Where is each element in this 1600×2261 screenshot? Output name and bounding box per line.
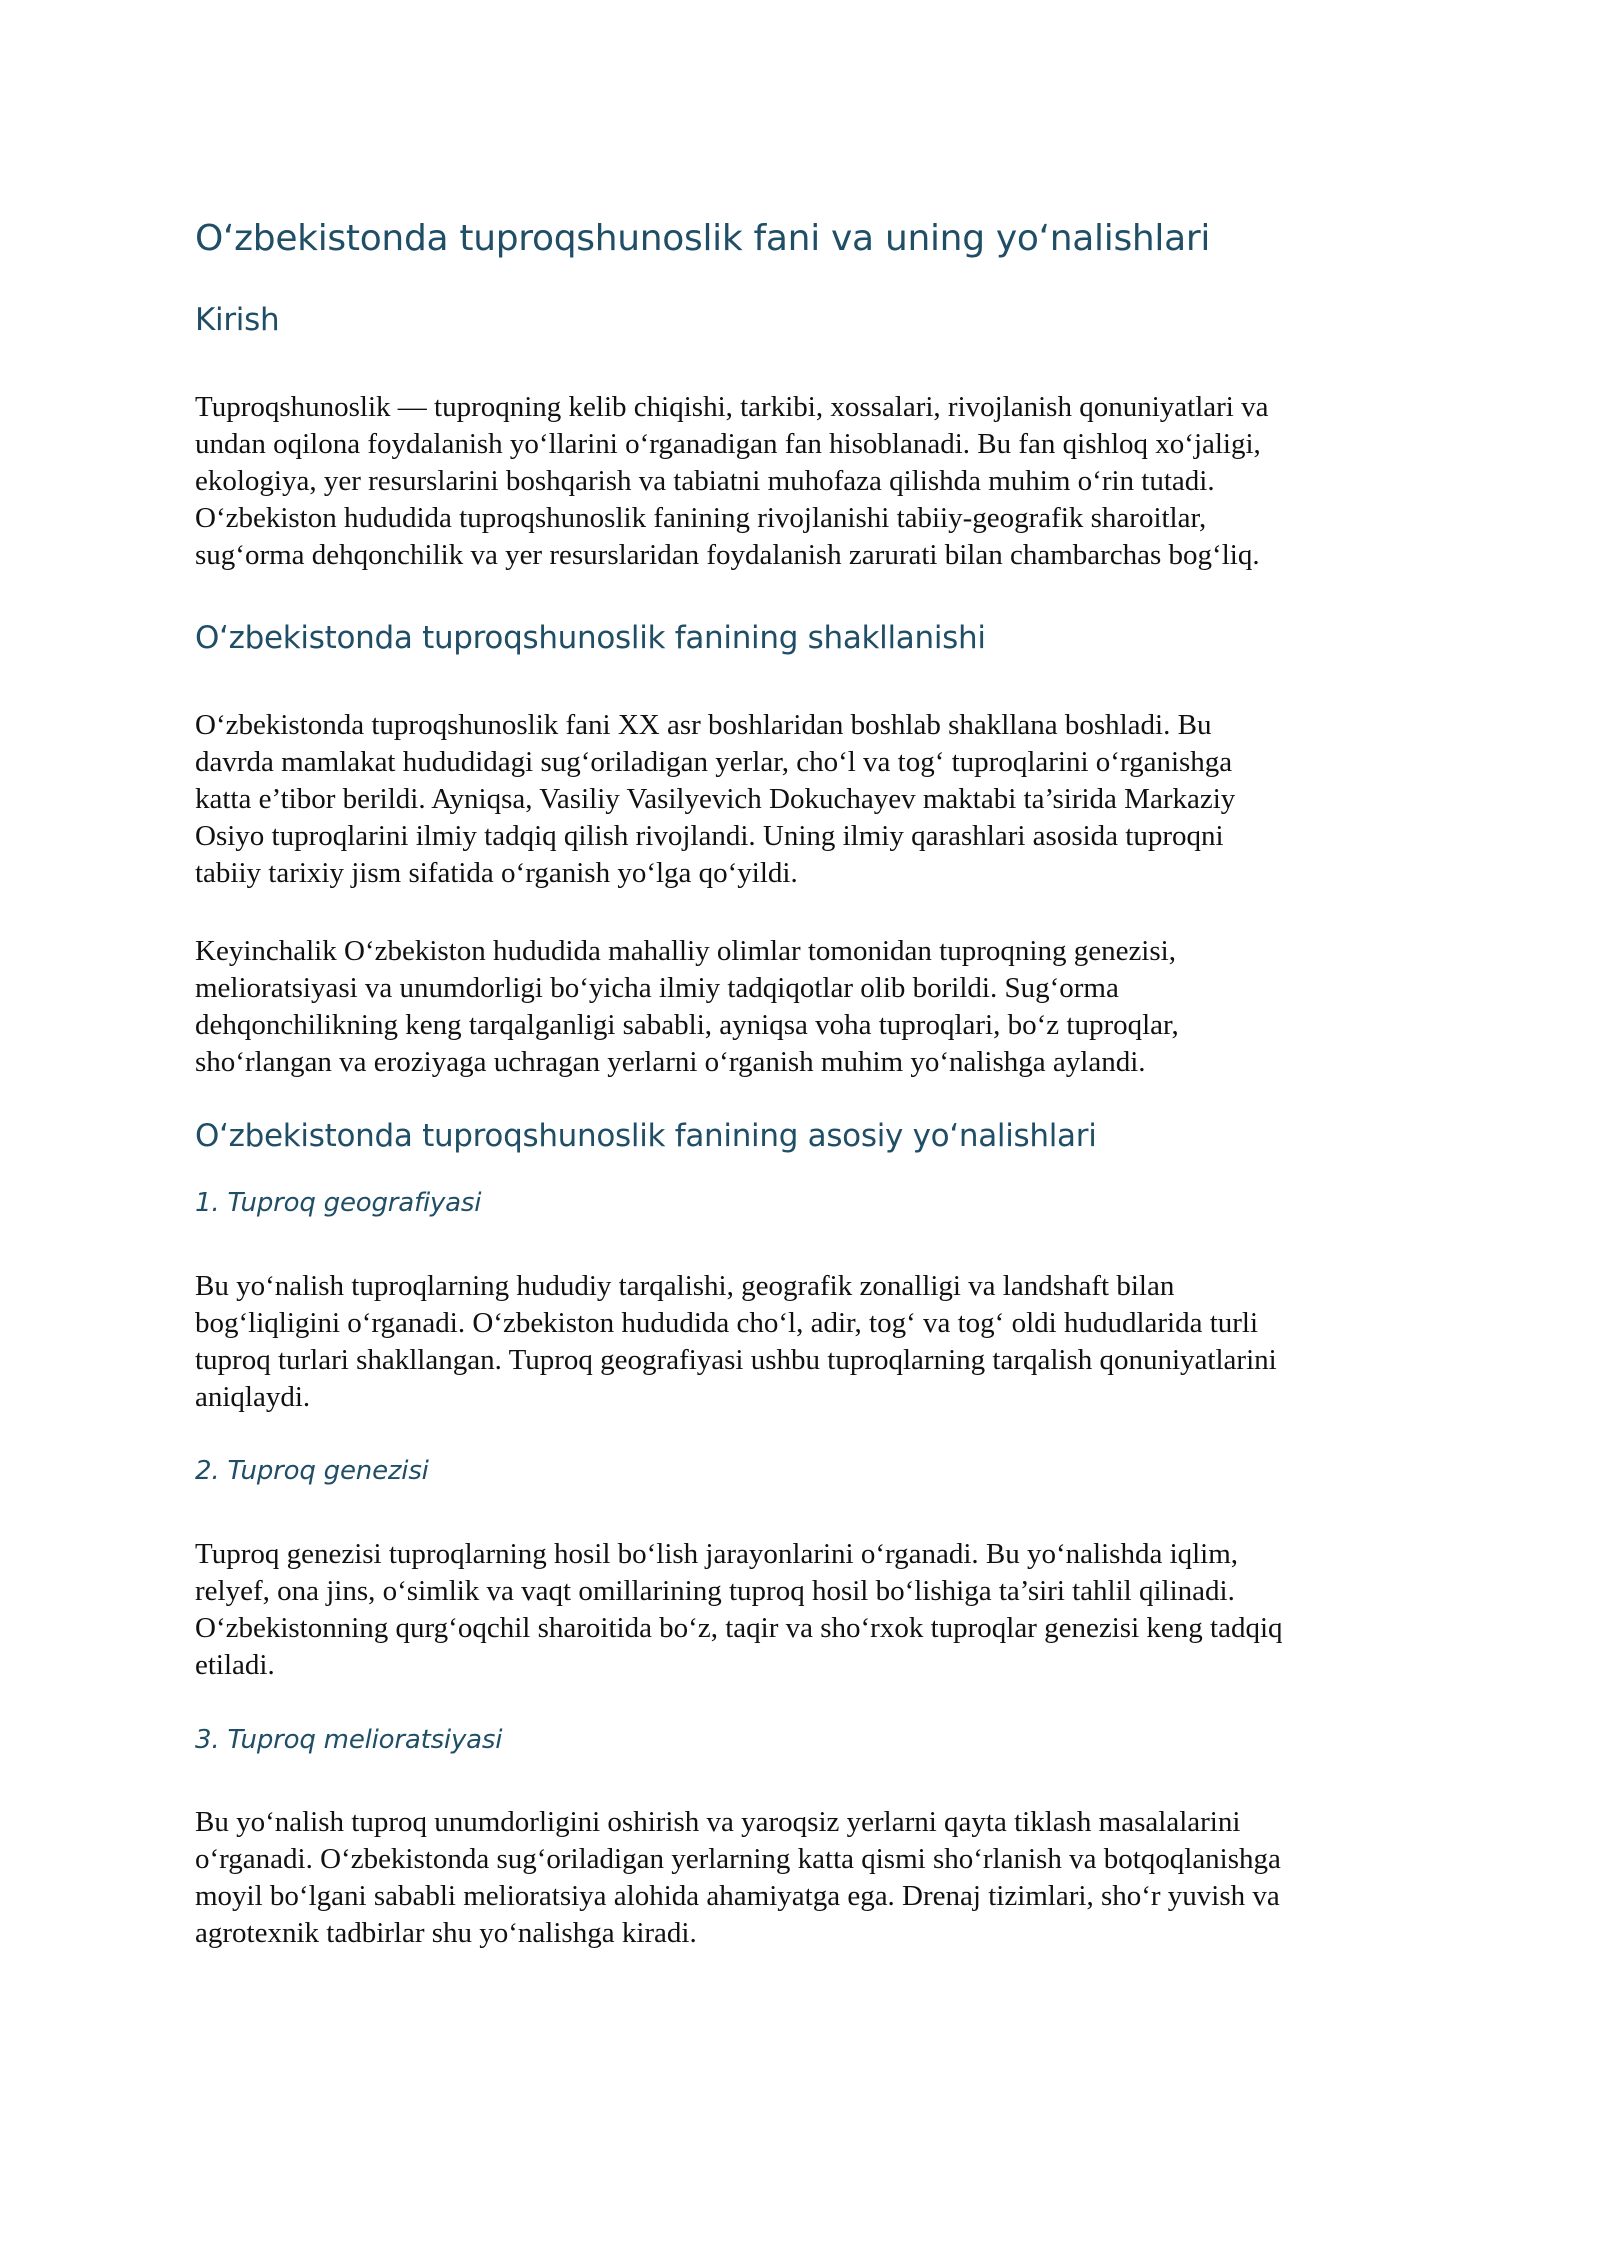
text-line: tabiiy tarixiy jism sifatida o‘rganish yo‘lga qo‘yildi. (195, 857, 798, 889)
paragraph-shakllanishi-1 (195, 707, 1425, 892)
text-line: Osiyo tuproqlarini ilmiy tadqiq qilish rivojlandi. Uning ilmiy qarashlari asosida tuproqni (195, 820, 1224, 852)
text-line: melioratsiyasi va unumdorligi bo‘yicha ilmiy tadqiqotlar olib borildi. Sug‘orma (195, 972, 1119, 1004)
text-line: sug‘orma dehqonchilik va yer resurslaridan foydalanish zarurati bilan chambarchas bog‘liq. (195, 539, 1260, 571)
text-line: moyil bo‘lgani sababli melioratsiya alohida ahamiyatga ega. Drenaj tizimlari, sho‘r yuvish va (195, 1880, 1280, 1912)
text-line: O‘zbekistonning qurg‘oqchil sharoitida bo‘z, taqir va sho‘rxok tuproqlar genezisi keng tadqiq (195, 1612, 1283, 1644)
text-line: katta e’tibor berildi. Ayniqsa, Vasiliy Vasilyevich Dokuchayev maktabi ta’sirida Markaziy (195, 783, 1236, 815)
text-line: Tuproqshunoslik — tuproqning kelib chiqishi, tarkibi, xossalari, rivojlanish qonuniyatlari va (195, 391, 1269, 423)
text-line: dehqonchilikning keng tarqalganligi sababli, ayniqsa voha tuproqlari, bo‘z tuproqlar, (195, 1009, 1179, 1041)
text-line: undan oqilona foydalanish yo‘llarini o‘rganadigan fan hisoblanadi. Bu fan qishloq xo‘jaligi, (195, 428, 1261, 460)
paragraph-geografiya (195, 1268, 1425, 1416)
document-title: O‘zbekistonda tuproqshunoslik fani va uning yo‘nalishlari (195, 218, 1211, 259)
text-line: davrda mamlakat hududidagi sug‘oriladigan yerlar, cho‘l va tog‘ tuproqlarini o‘rganishga (195, 746, 1233, 778)
text-line: tuproq turlari shakllangan. Tuproq geografiyasi ushbu tuproqlarning tarqalish qonuniyatlarini (195, 1344, 1277, 1376)
text-line: etiladi. (195, 1649, 275, 1681)
subsection-heading-genezis: 2. Tuproq genezisi (195, 1456, 429, 1486)
section-heading-yonalishlar: O‘zbekistonda tuproqshunoslik fanining asosiy yo‘nalishlari (195, 1118, 1097, 1154)
text-line: relyef, ona jins, o‘simlik va vaqt omillarining tuproq hosil bo‘lishiga ta’siri tahlil qilinadi. (195, 1575, 1235, 1607)
text-line: Bu yo‘nalish tuproqlarning hududiy tarqalishi, geografik zonalligi va landshaft bilan (195, 1270, 1175, 1302)
text-line: agrotexnik tadbirlar shu yo‘nalishga kiradi. (195, 1917, 697, 1949)
paragraph-kirish (195, 389, 1425, 574)
text-line: ekologiya, yer resurslarini boshqarish va tabiatni muhofaza qilishda muhim o‘rin tutadi. (195, 465, 1215, 497)
text-line: Tuproq genezisi tuproqlarning hosil bo‘lish jarayonlarini o‘rganadi. Bu yo‘nalishda iqlim, (195, 1538, 1239, 1570)
paragraph-genezis (195, 1536, 1425, 1684)
text-line: O‘zbekistonda tuproqshunoslik fani XX asr boshlaridan boshlab shakllana boshladi. Bu (195, 709, 1212, 741)
subsection-heading-melioratsiya: 3. Tuproq melioratsiyasi (195, 1725, 503, 1755)
text-line: bog‘liqligini o‘rganadi. O‘zbekiston hududida cho‘l, adir, tog‘ va tog‘ oldi hududlarida turli (195, 1307, 1259, 1339)
section-heading-shakllanishi: O‘zbekistonda tuproqshunoslik fanining shakllanishi (195, 620, 986, 656)
paragraph-melioratsiya (195, 1804, 1425, 1952)
text-line: sho‘rlangan va eroziyaga uchragan yerlarni o‘rganish muhim yo‘nalishga aylandi. (195, 1046, 1146, 1078)
text-line: aniqlaydi. (195, 1381, 311, 1413)
section-heading-kirish: Kirish (195, 302, 280, 338)
text-line: Keyinchalik O‘zbekiston hududida mahalliy olimlar tomonidan tuproqning genezisi, (195, 935, 1176, 967)
text-line: O‘zbekiston hududida tuproqshunoslik fanining rivojlanishi tabiiy-geografik sharoitlar, (195, 502, 1207, 534)
subsection-heading-geografiya: 1. Tuproq geografiyasi (195, 1188, 482, 1218)
paragraph-shakllanishi-2 (195, 933, 1425, 1081)
text-line: o‘rganadi. O‘zbekistonda sug‘oriladigan yerlarning katta qismi sho‘rlanish va botqoqlanishga (195, 1843, 1281, 1875)
text-line: Bu yo‘nalish tuproq unumdorligini oshirish va yaroqsiz yerlarni qayta tiklash masalalarini (195, 1806, 1241, 1838)
